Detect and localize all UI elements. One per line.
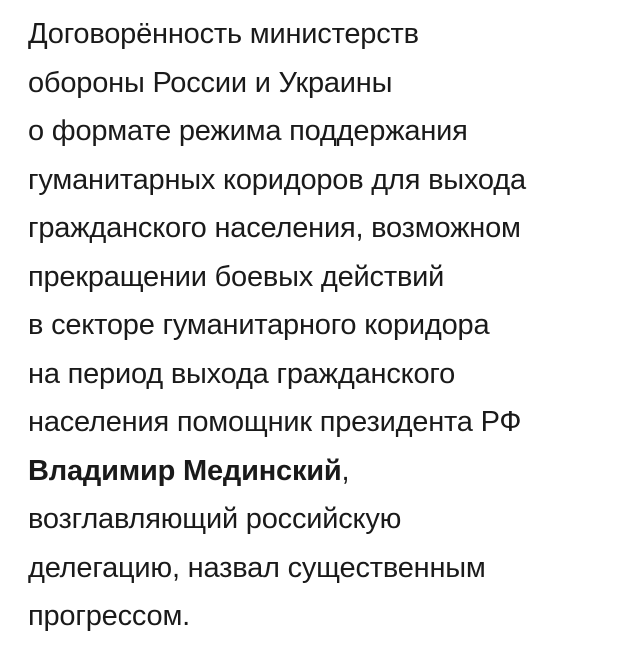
text-line: обороны России и Украины: [28, 66, 393, 99]
person-name-line: [28, 447, 628, 496]
text-line: гуманитарных коридоров для выхода: [28, 163, 526, 196]
text-line: прекращении боевых действий: [28, 260, 445, 293]
text-line: о формате режима поддержания: [28, 115, 468, 147]
text-line: делегацию, назвал существенным: [28, 551, 486, 584]
text-line: на период выхода гражданского: [28, 357, 456, 390]
person-name-suffix: ,: [341, 454, 350, 487]
text-line: в секторе гуманитарного коридора: [28, 309, 490, 341]
text-line: Договорённость министерств: [28, 18, 419, 50]
person-name: Владимир Мединский: [28, 454, 342, 487]
text-line: гражданского населения, возможном: [28, 212, 521, 244]
text-line: населения помощник президента РФ: [28, 406, 522, 438]
article-paragraph: [28, 10, 628, 641]
text-line: возглавляющий российскую: [28, 503, 402, 535]
text-line: прогрессом.: [28, 600, 191, 632]
